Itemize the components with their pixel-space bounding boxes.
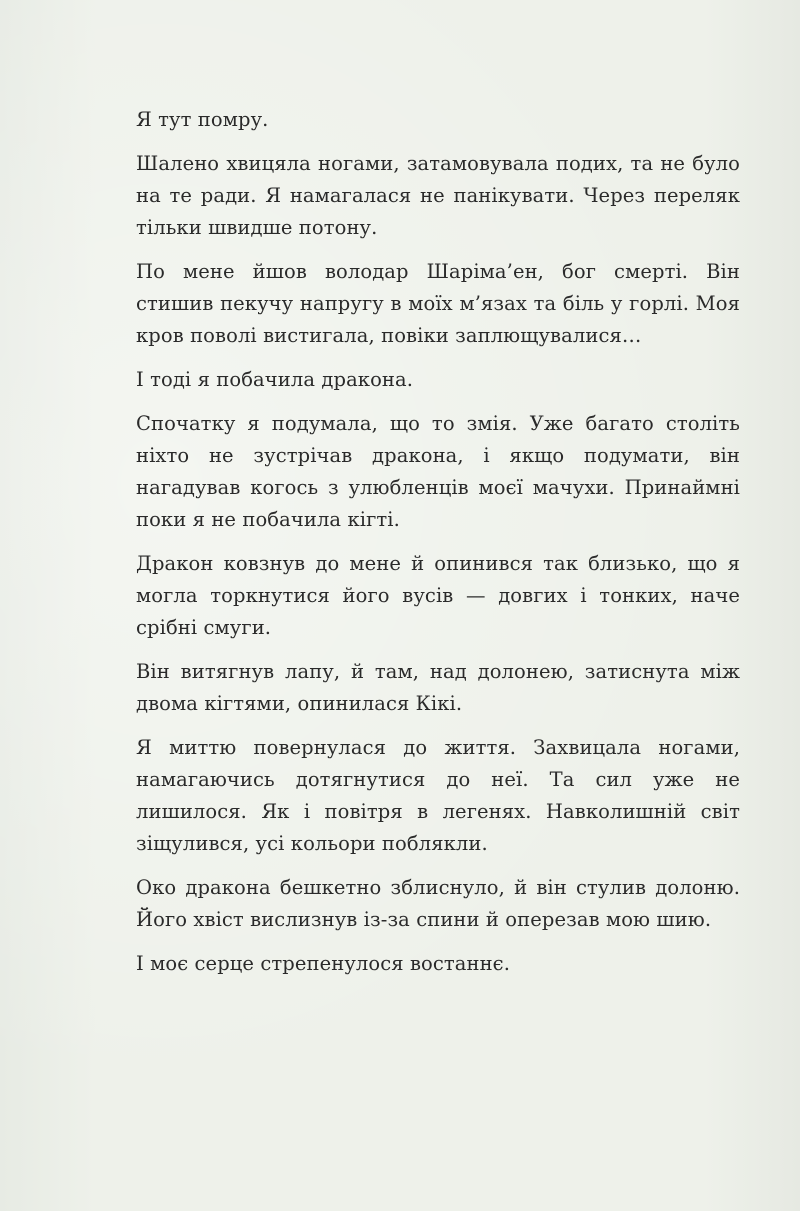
paragraph: І тоді я побачила дракона.	[136, 368, 414, 391]
paragraph: Шалено хвицяла ногами, затамовувала подих, та не було на те ради. Я намагалася не панікувати. Через переляк тільки швидше потону.	[136, 152, 740, 239]
paragraph: Дракон ковзнув до мене й опинився так близько, що я могла торкнутися його вусів — довгих і тонких, наче срібні смуги.	[136, 552, 740, 639]
paragraph: І моє серце стрепенулося востаннє.	[136, 952, 511, 975]
paragraph: По мене йшов володар Шаріма’ен, бог смерті. Він стишив пекучу напругу в моїх м’язах та біль у горлі. Моя кров поволі вистигала, повіки заплющувалися…	[136, 260, 740, 347]
paragraph: Око дракона бешкетно зблиснуло, й він стулив долоню. Його хвіст вислизнув із-за спини й оперезав мою шию.	[136, 876, 740, 931]
paragraph: Я тут помру.	[136, 108, 269, 131]
paragraph: Спочатку я подумала, що то змія. Уже багато століть ніхто не зустрічав дракона, і якщо подумати, він нагадував когось з улюбленців моєї мачухи. Принаймні поки я не побачила кігті.	[136, 412, 740, 531]
page-text	[136, 104, 740, 992]
paragraph: Я миттю повернулася до життя. Захвицала ногами, намагаючись дотягнутися до неї. Та сил уже не лишилося. Як і повітря в легенях. Навколишній світ зіщулився, усі кольори поблякли.	[136, 736, 740, 855]
paragraph: Він витягнув лапу, й там, над долонею, затиснута між двома кігтями, опинилася Кікі.	[136, 660, 740, 715]
